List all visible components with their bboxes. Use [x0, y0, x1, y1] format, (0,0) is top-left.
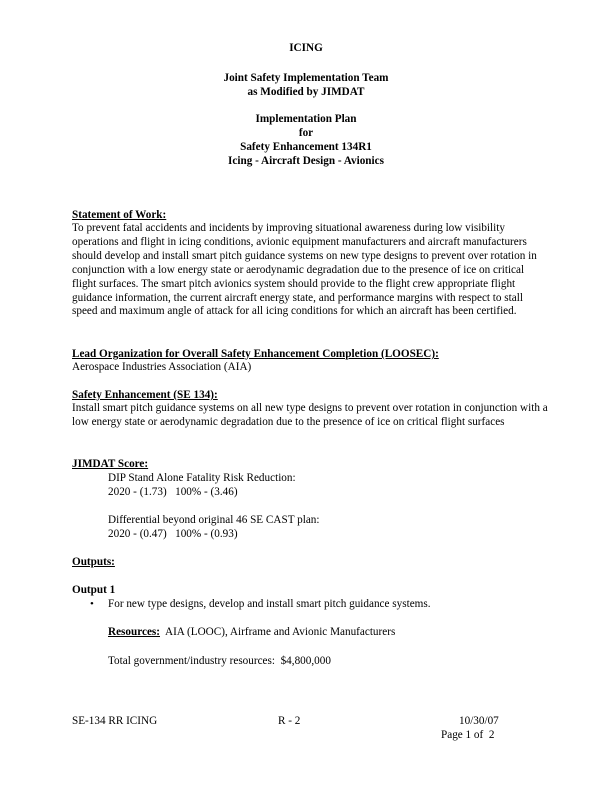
- diff-label: Differential beyond original 46 SE CAST plan:: [108, 514, 320, 526]
- team-line-1: Joint Safety Implementation Team: [223, 72, 389, 84]
- statement-of-work-text: To prevent fatal accidents and incidents by improving situational awareness during low visibility operations and flight in icing conditions, avionic equipment manufacturers and aircraft manufacturers should develop and install smart pitch guidance systems on new type designs to prevent over rotation in conjunction with a low energy state or aerodynamic degradation due to the presence of ice on critical flight surfaces. The smart pitch avionics system should provide to the flight crew appropriate flight guidance information, the current aircraft energy state, and performance margins with respect to stall speed and maximum angle of attack for all icing conditions for which an aircraft has been certified.: [72, 222, 537, 318]
- resources-label: Resources:: [108, 626, 160, 638]
- plan-line-3: Safety Enhancement 134R1: [240, 141, 372, 153]
- team-line-2: as Modified by JIMDAT: [247, 86, 365, 98]
- output-1-bullet-text: For new type designs, develop and install smart pitch guidance systems.: [108, 598, 431, 610]
- bullet-icon: •: [90, 598, 94, 610]
- plan-line-2: for: [298, 127, 314, 139]
- dip-label: DIP Stand Alone Fatality Risk Reduction:: [108, 472, 296, 484]
- lead-org-text: Aerospace Industries Association (AIA): [72, 361, 252, 373]
- dip-values: 2020 - (1.73) 100% - (3.46): [108, 486, 238, 498]
- jimdat-score-heading: JIMDAT Score:: [72, 458, 149, 470]
- safety-enhancement-text: Install smart pitch guidance systems on all new type designs to prevent over rotation in conjunction with a low energy state or aerodynamic degradation due to the presence of ice on critical flight surfaces: [72, 402, 548, 428]
- footer-page-ref: R - 2: [278, 715, 301, 727]
- safety-enhancement-heading: Safety Enhancement (SE 134):: [72, 389, 218, 401]
- output-1-heading: Output 1: [72, 584, 116, 596]
- plan-line-4: Icing - Aircraft Design - Avionics: [228, 155, 384, 167]
- outputs-heading: Outputs:: [72, 556, 115, 568]
- lead-org-heading: Lead Organization for Overall Safety Enhancement Completion (LOOSEC):: [72, 348, 439, 360]
- plan-line-1: Implementation Plan: [255, 113, 357, 125]
- doc-title: ICING: [289, 42, 323, 54]
- footer-date: 10/30/07: [459, 715, 499, 727]
- statement-of-work-heading: Statement of Work:: [72, 209, 167, 221]
- resources-text: AIA (LOOC), Airframe and Avionic Manufacturers: [164, 626, 396, 638]
- total-resources: Total government/industry resources: $4,800,000: [108, 655, 331, 667]
- footer-doc-id: SE-134 RR ICING: [72, 715, 158, 727]
- diff-values: 2020 - (0.47) 100% - (0.93): [108, 528, 238, 540]
- resources-line: [108, 626, 395, 639]
- footer-page-of: Page 1 of 2: [441, 729, 495, 741]
